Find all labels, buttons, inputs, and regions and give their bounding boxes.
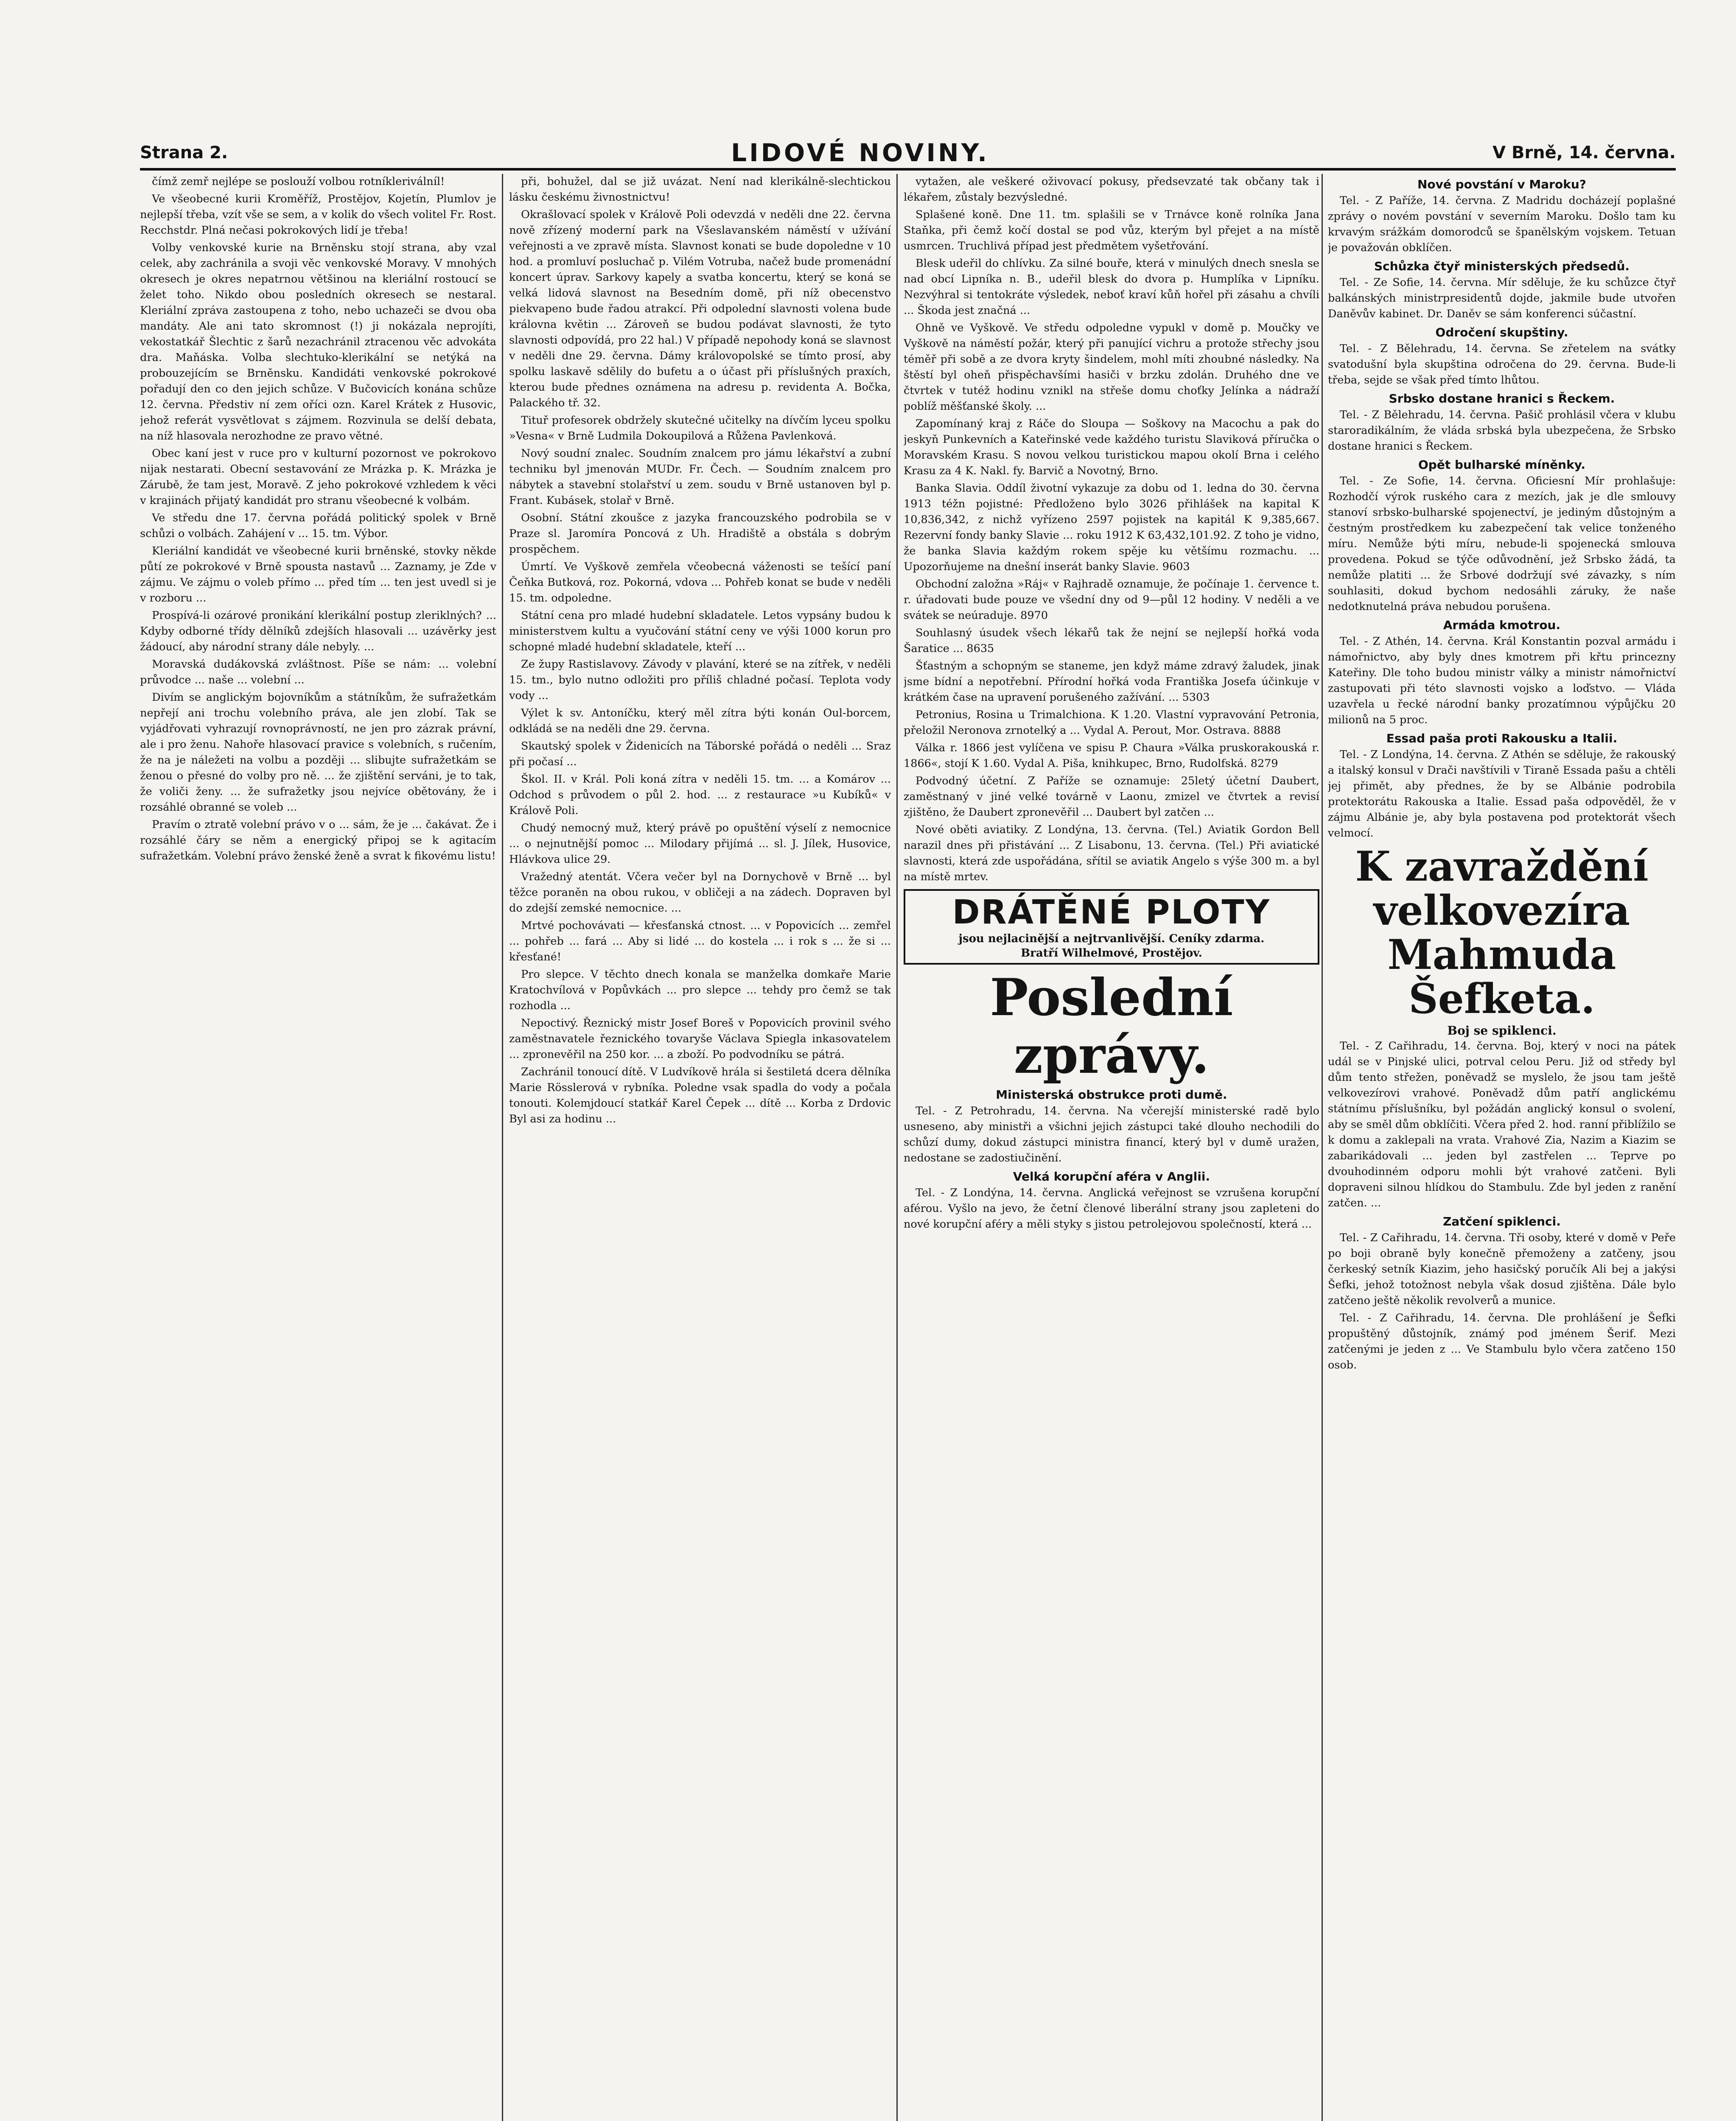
article-paragraph: Zapomínaný kraj z Ráče do Sloupa — Soškovy na Macochu a pak do jeskyň Punkevních a Kateřinské vede každého turistu Slaviková příručka o Moravském Krasu. S novou velkou turistickou mapou okolí Brna i celého Krasu za 4 K. Nakl. fy. Barvič a Novotný, Brno.	[904, 417, 1319, 477]
column-divider	[896, 174, 898, 2121]
article-paragraph: při, bohužel, dal se již uvázat. Není nad klerikálně-slechtickou lásku českému živnostnictvu!	[509, 175, 891, 204]
article-paragraph: Tel. - Z Paříže, 14. června. Z Madridu docházejí poplašné zprávy o novém povstání v severním Maroku. Došlo tam ku krvavým srážkám domorodců se španělským vojskem. Tetuan je považován obklíčen.	[1328, 194, 1676, 254]
column-2	[509, 174, 891, 2121]
article-paragraph: čímž zemř nejlépe se poslouží volbou rotníkleriválníl!	[152, 175, 445, 188]
article-paragraph: Moravská dudákovská zvláštnost. Píše se nám: ... volební průvodce ... naše ... volební ...	[140, 658, 496, 686]
article-headline: Opět bulharské míněnky.	[1418, 458, 1586, 472]
article-paragraph: Tel. - Ze Sofie, 14. června. Mír sděluje, že ku schůzce čtyř balkánských ministrpresidentů dojde, jakmile bude utvořen Daněvův kabinet. Dr. Daněv se sám konferenci súčastní.	[1328, 276, 1676, 320]
article-paragraph: Ve středu dne 17. června pořádá politický spolek v Brně schůzi o volbách. Zahájení v ... 15. tm. Výbor.	[140, 512, 496, 540]
newspaper-title: LIDOVÉ NOVINY.	[731, 138, 990, 167]
article-paragraph: Válka r. 1866 jest vylíčena ve spisu P. Chaura »Válka pruskorakouská r. 1866«, stojí K 1.60. Vydal A. Piša, knihkupec, Brno, Rudolfská. 8279	[904, 742, 1319, 770]
subheadline: Boj se spiklenci.	[1447, 1024, 1557, 1038]
article-paragraph: Souhlasný úsudek všech lékařů tak že nejní se nejlepší hořká voda Šaratice ... 8635	[904, 627, 1319, 655]
article-paragraph: Ze župy Rastislavovy. Závody v plavání, které se na zítřek, v neděli 15. tm., bylo nutno odložiti pro příliš chladné počasí. Teplota vody vody ...	[509, 658, 891, 702]
article-paragraph: Tel. - Z Cařihradu, 14. června. Tři osoby, které v domě v Peře po boji obraně byly konečně přemoženy a zatčeny, jsou čerkeský setník Kiazim, jeho hasičský poručík Ali bej a jakýsi Šefki, jehož totožnost nebyla však dosud zjištěna. Dále bylo zatčeno ještě několik revolverů a munice.	[1328, 1231, 1676, 1307]
article-paragraph: Nový soudní znalec. Soudním znalcem pro jámu lékařství a zubní techniku byl jmenován MUDr. Fr. Čech. — Soudním znalcem pro nábytek a stavební stolařství u zem. soudu v Brně ustanoven byl p. Frant. Kubásek, stolař v Brně.	[509, 447, 891, 507]
article-paragraph: Škol. II. v Král. Poli koná zítra v neděli 15. tm. ... a Komárov ... Odchod s průvodem o půl 2. hod. ... z restaurace »u Kubíků« v Králově Poli.	[509, 773, 891, 817]
ad-company: Bratří Wilhelmové, Prostějov.	[1021, 947, 1202, 960]
article-paragraph: Banka Slavia. Oddíl životní vykazuje za dobu od 1. ledna do 30. června 1913 téžn pojistné: Předloženo bylo 3026 přihlášek na kapital K 10,836,342, z nichž vyřízeno 2597 pojistek na kapitál K 9,385,667. Rezervní fondy banky Slavie ... roku 1912 K 63,432,101.92. Z toho je vidno, že banka Slavia každým rokem spěje ku většímu rozmachu. ... Upozorňujeme na dnešní inserát banky Slavie. 9603	[904, 482, 1319, 573]
column-divider	[1322, 174, 1323, 2121]
article-paragraph: Tel. - Z Londýna, 14. června. Z Athén se sděluje, že rakouský a italský konsul v Drači navštívili v Tiraně Essada pašu a chtěli jej přimět, aby přednes, že by se Albánie podrobila protektorátu Rakouska a Italie. Essad paša odpověděl, že v zájmu Albánie je, aby byla postavena pod protektorát všech velmocí.	[1328, 748, 1676, 839]
article-paragraph: Tel. - Z Bělehradu, 14. června. Pašič prohlásil včera v klubu staroradikálním, že vláda srbská byla ubezpečena, že Srbsko dostane hranici s Řeckem.	[1328, 409, 1676, 453]
article-paragraph: Chudý nemocný muž, který právě po opuštění výselí z nemocnice ... o nejnutnější pomoc ... Milodary přijímá ... sl. J. Jílek, Husovice, Hlávkova ulice 29.	[509, 822, 891, 866]
article-paragraph: Obchodní založna »Ráj« v Rajhradě oznamuje, že počínaje 1. července t. r. úřadovati bude pouze ve všední dny od 9—půl 12 hodiny. V neděli a ve svátek se neúraduje. 8970	[904, 578, 1319, 622]
article-paragraph: vytažen, ale veškeré oživovací pokusy, předsevzaté tak občany tak i lékařem, zůstaly bezvýsledné.	[904, 175, 1319, 204]
header-rule	[140, 168, 1676, 171]
article-paragraph: Úmrtí. Ve Vyškově zemřela včeobecná váženosti se tešící paní Čeňka Butková, roz. Pokorná, vdova ... Pohřeb konat se bude v neděli 15. tm. odpoledne.	[509, 560, 891, 604]
ad-headline: DRÁTĚNÉ PLOTY	[952, 893, 1271, 932]
article-headline: Nové povstání v Maroku?	[1417, 177, 1586, 191]
article-headline: Schůzka čtyř ministerských předsedů.	[1374, 259, 1630, 273]
article-paragraph: Kleriální kandidát ve všeobecné kurii brněnské, stovky někde půtí ze pokrokové v Brně spousta nastavů ... Zaznamy, je Zde v zájmu. Ve zájmu o voleb přímo ... před tím ... ten jest uvedl si je v rozboru ...	[140, 545, 496, 604]
ad-line: jsou nejlacinější a nejtrvanlivější. Ceníky zdarma.	[958, 932, 1265, 945]
article-paragraph: Blesk udeřil do chlívku. Za silné bouře, která v minulých dnech snesla se nad obcí Lipníka n. B., udeřil blesk do dvora p. Humplíka v Lipníku. Nezvýhral si tentokráte výsledek, neboť kraví kůň hořel při zásahu a chvíli ... Škoda jest značná ...	[904, 257, 1319, 317]
column-1	[140, 174, 496, 2121]
article-headline: Armáda kmotrou.	[1443, 618, 1561, 632]
column-3	[904, 174, 1319, 2121]
article-paragraph: Podvodný účetní. Z Paříže se oznamuje: 25letý účetní Daubert, zaměstnaný v jiné velké továrně v Laonu, zmizel ve čtvrtek a revisí zjištěno, že Daubert zpronevěřil ... Daubert byl zatčen ...	[904, 775, 1319, 819]
section-headline: Poslední zprávy.	[990, 968, 1233, 1085]
article-headline: Zatčení spiklenci.	[1443, 1214, 1561, 1228]
article-paragraph: Zachránil tonoucí dítě. V Ludvíkově hrála si šestiletá dcera dělníka Marie Rösslerová v rybníka. Poledne vsak spadla do vody a počala tonouti. Kolemjdoucí statkář Karel Čepek ... dítě ... Korba z Drdovic Byl asi za hodinu ...	[509, 1066, 891, 1125]
advertisement	[904, 889, 1319, 965]
article-paragraph: Výlet k sv. Antoníčku, který měl zítra býti konán Oul-borcem, odkládá se na neděli dne 29. června.	[509, 707, 891, 735]
article-paragraph: Tel. - Ze Sofie, 14. června. Oficiesní Mír prohlašuje: Rozhodčí výrok ruského cara z mezích, jak je dle smlouvy stanoví srbsko-bulharské spojenectví, je jediným důstojným a čestným prostředkem ku zabezpečení tak velice tonženého míru. Nemůže býti míru, nebude-li spojenecká smlouva provedena. Pokud se týče odůvodnění, jež Srbsko žádá, ta nemůže platiti ... že Srbové dodržují své závazky, s ním souhlasiti, dokud bychom nedosáhli záruky, že naše nedotknutelná práva nebudou porušena.	[1328, 475, 1676, 613]
article-paragraph: Šťastným a schopným se staneme, jen když máme zdravý žaludek, jinak jsme bídní a nepotřební. Přírodní hořká voda Františka Josefa účinkuje v krátkém čase na upravení porušeného zažívání. ... 5303	[904, 660, 1319, 704]
article-paragraph: Okrašlovací spolek v Králově Poli odevzdá v neděli dne 22. června nově zřízený moderní park na Všeslavanském náměstí v užívání veřejnosti a ve zpravě místa. Slavnost konati se bude dopoledne v 10 hod. a promluví posluchač p. Vilém Votruba, načež bude promenádní koncert úprav. Sarkovy kapely a svatba koncertu, který se koná se velká lidová slavnost na Besedním domě, při níž obecenstvo piekvapeno bude řadou atrakcí. Při odpolední slavnosti volena bude královna květin ... Zároveň se budou podávat slavnosti, že tyto slavnosti odpovídá, pro 22 hal.) V případě nepohody koná se slavnost v neděli dne 29. června. Dámy královopolské se tímto prosí, aby spolku laskavě sdělily do bufetu a o účast při příslušných praxích, kterou bude přednes oznámena na adresu p. revidenta A. Bočka, Palackého tř. 32.	[509, 208, 891, 409]
article-paragraph: Nepoctivý. Řeznický mistr Josef Boreš v Popovicích provinil svého zaměstnavatele řeznického tovaryše Václava Spiegla inkasovatelem ... zpronevěřil na 250 kor. ... a zboží. Po podvodníku se pátrá.	[509, 1017, 891, 1061]
page-number: Strana 2.	[140, 143, 228, 162]
article-paragraph: Prospívá-li ozárové pronikání klerikální postup zleriklných? ... Kdyby odborné třídy dělníků zdejších hlasovali ... uzávěrky jest žádoucí, aby národní strany dále nebyly. ...	[140, 609, 496, 653]
article-paragraph: Tel. - Z Cařihradu, 14. června. Boj, který v noci na pátek udál se v Pinjské ulici, potrval celou Peru. Již od středy byl dům tento střežen, poněvadž se myslelo, že jsou tam ještě velkovezírovi vrahové. Poněvadž dům patří anglickému státnímu příslušníku, byl požádán anglický konsul o svolení, aby se směl dům obklíčiti. Včera před 2. hod. ranní přiblížilo se k domu a zaklepali na vrata. Vrahové Zia, Nazim a Kiazim se zabarikádovali ... jeden byl zastřelen ... Teprve po dvouhodinném odporu mohli být vrahové zatčeni. Byli dopraveni silnou hlídkou do Stambulu. Zde byl jeden z ranění zatčen. ...	[1328, 1040, 1676, 1209]
article-paragraph: Státní cena pro mladé hudební skladatele. Letos vypsány budou k ministerstvem kultu a vyučování státní ceny ve výši 1000 korun pro schopné mladé hudební skladatele, kteří ...	[509, 609, 891, 653]
article-paragraph: Ohně ve Vyškově. Ve středu odpoledne vypukl v domě p. Moučky ve Vyškově na náměstí požár, který při panující vichru a protože střechy jsou téměř při sobě a ze dvora kryty šindelem, mohl míti zhoubné následky. Na štěstí byl oheň přispěchavšími hasiči v brzku zdolán. Druhého dne ve čtvrtek v tutéž hodinu vznikl na střeše domu choťky Jelínka a nádraží poblíž měšťanské školy. ...	[904, 322, 1319, 413]
article-headline: Ministerská obstrukce proti dumě.	[996, 1088, 1227, 1102]
article-paragraph: Pro slepce. V těchto dnech konala se manželka domkaře Marie Kratochvílová v Popůvkách ... pro slepce ... tehdy pro čemž se tak rozhodla ...	[509, 968, 891, 1012]
article-paragraph: Nové oběti aviatiky. Z Londýna, 13. června. (Tel.) Aviatik Gordon Bell narazil dnes při přistávání ... Z Lisabonu, 13. června. (Tel.) Při aviatické slavnosti, která zde uspořádána, sřítil se aviatik Angelo s výše 300 m. a byl na místě mrtev.	[904, 823, 1319, 883]
article-paragraph: Obec kaní jest v ruce pro v kulturní pozornost ve pokrokovo nijak nestarati. Obecní sestavování ze Mrázka p. K. Mrázka je Zárubě, že tam jest, Moravě. Z jeho pokrokové vzhledem k věci v krajinách přijatý kandidát pro stranu všeobecné k volbám.	[140, 447, 496, 507]
article-paragraph: Tel. - Z Cařihradu, 14. června. Dle prohlášení je Šefki propuštěný důstojník, známý pod jménem Šerif. Mezi zatčenými je jeden z ... Ve Stambulu bylo včera zatčeno 150 osob.	[1328, 1312, 1676, 1371]
article-headline: Velká korupční aféra v Anglii.	[1013, 1170, 1210, 1184]
article-paragraph: Tel. - Z Bělehradu, 14. června. Se zřetelem na svátky svatodušní byla skupština odročena do 29. června. Bude-li třeba, sejde se však před tímto lhůtou.	[1328, 342, 1676, 386]
column-divider	[502, 174, 503, 2121]
article-paragraph: Skautský spolek v Židenicích na Táborské pořádá o neděli ... Sraz při počasí ...	[509, 740, 891, 768]
article-paragraph: Osobní. Státní zkoušce z jazyka francouzského podrobila se v Praze sl. Jaromíra Poncová z Uh. Hradiště a obstála s dobrým prospěchem.	[509, 512, 891, 556]
article-headline: Srbsko dostane hranici s Řeckem.	[1389, 392, 1615, 406]
article-paragraph: Pravím o ztratě volební právo v o ... sám, že je ... čakávat. Že i rozsáhlé čáry se něm a energický připoj se k agitacím sufražetkám. Volební právo ženské ženě a svrat k fikovému listu!	[140, 818, 496, 862]
article-paragraph: Mrtvé pochovávati — křesťanská ctnost. ... v Popovicích ... zemřel ... pohřeb ... fará ... Aby si lidé ... do kostela ... i rok s ... že si ... křesťané!	[509, 919, 891, 963]
article-paragraph: Tel. - Z Athén, 14. června. Král Konstantin pozval armádu i námořnictvo, aby byly dnes kmotrem při křtu princezny Kateřiny. Dle toho budou ministr války a ministr námořnictví zastupovati při této slavnosti vojsko a loďstvo. — Vláda uzavřela u řecké národní banky prozatímnou výpůjčku 20 milionů na 5 proc.	[1328, 635, 1676, 726]
article-paragraph: Vražedný atentát. Včera večer byl na Dornychově v Brně ... byl těžce poraněn na obou rukou, v obličeji a na zádech. Dopraven byl do zdejší zemské nemocnice. ...	[509, 870, 891, 915]
article-paragraph: Petronius, Rosina u Trimalchiona. K 1.20. Vlastní vypravování Petronia, přeložil Neronova zrnotelký a ... Vydal A. Perout, Mor. Ostrava. 8888	[904, 708, 1319, 737]
article-paragraph: Divím se anglickým bojovníkům a státníkům, že sufražetkám nepřejí ani trochu volebního práva, ale jen zlobí. Tak se vyjádřovati vyhrazují rovnoprávností, ne jen pro zázrak právní, ale i pro ženu. Nahoře hlasovací pravice s volebních, s ručením, že na je náležeti na volbu a později ... slibujte sufražetkám se ženou o přesné do volby pro ně. ... že zjištění serváni, je to tak, že voliči ženy. ... že sufražetky jsou nejvíce obětovány, že i rozsáhlé obranné se voleb ...	[140, 691, 496, 814]
article-paragraph: Tituř profesorek obdržely skutečné učitelky na dívčím lyceu spolku »Vesna« v Brně Ludmila Dokoupilová a Růžena Pavlenková.	[509, 414, 891, 442]
article-paragraph: Ve všeobecné kurii Kroměříž, Prostějov, Kojetín, Plumlov je nejlepší třeba, vzít vše se sem, a v kolik do všech volitel Fr. Rost. Recchstdr. Plná nečasi pokrokových lidí je třeba!	[140, 193, 496, 237]
article-paragraph: Tel. - Z Londýna, 14. června. Anglická veřejnost se vzrušena korupční aférou. Vyšlo na jevo, že četní členové liberální strany jsou zapleteni do nové korupční aféry a měli styky s jistou petrolejovou společností, která ...	[904, 1186, 1319, 1231]
article-paragraph: Tel. - Z Petrohradu, 14. června. Na včerejší ministerské radě bylo usneseno, aby ministři a všichni jejich zástupci také dlouho nechodili do schůzí dumy, dokud zástupci ministra financí, který byl v dumě uražen, nedostane se zadostiučinění.	[904, 1105, 1319, 1164]
issue-date: V Brně, 14. června.	[1492, 143, 1676, 162]
article-headline: Essad paša proti Rakousku a Italii.	[1386, 731, 1618, 745]
article-paragraph: Volby venkovské kurie na Brněnsku stojí strana, aby vzal celek, aby zachránila a svoji věc venkovské Moravy. V mnohých okresech je okres nepatrnou většinou na kleriální rostoucí se želet toho. Nikdo obou posledních okresech se nestaral. Kleriální zpráva zastoupena z toho, nebo uchazeči se dvou oba mandáty. Ale ani tato skromnost (!) ji nokázala neprojíti, vekostatkář Šlechtic z šarů nezachránil ztracenou věc advokáta dra. Maňáska. Volba slechtuko-klerikální se netýká na probouzejícím se Brněnsku. Kandidáti venkovské pokrokové pořadují den co den jejich schůze. V Bučovicích konána schůze 12. června. Předstiv ní zem oříci ozn. Karel Krátek z Husovic, jehož referát vysvětlovat s zájmem. Rozvinula se delší debata, na níž hlasovala nerozhodne ze pravo větné.	[140, 241, 496, 442]
masthead	[140, 140, 1676, 165]
article-headline: Odročení skupštiny.	[1435, 325, 1568, 339]
column-4	[1328, 174, 1676, 2121]
main-headline: K zavraždění velkovezíra Mahmuda Šefketa.	[1355, 842, 1649, 1023]
article-paragraph: Splašené koně. Dne 11. tm. splašili se v Trnávce koně rolníka Jana Staňka, při čemž kočí dostal se pod vůz, kterým byl přejet a na místě usmrcen. Truchlivá případ jest předmětem vyšetřování.	[904, 208, 1319, 252]
